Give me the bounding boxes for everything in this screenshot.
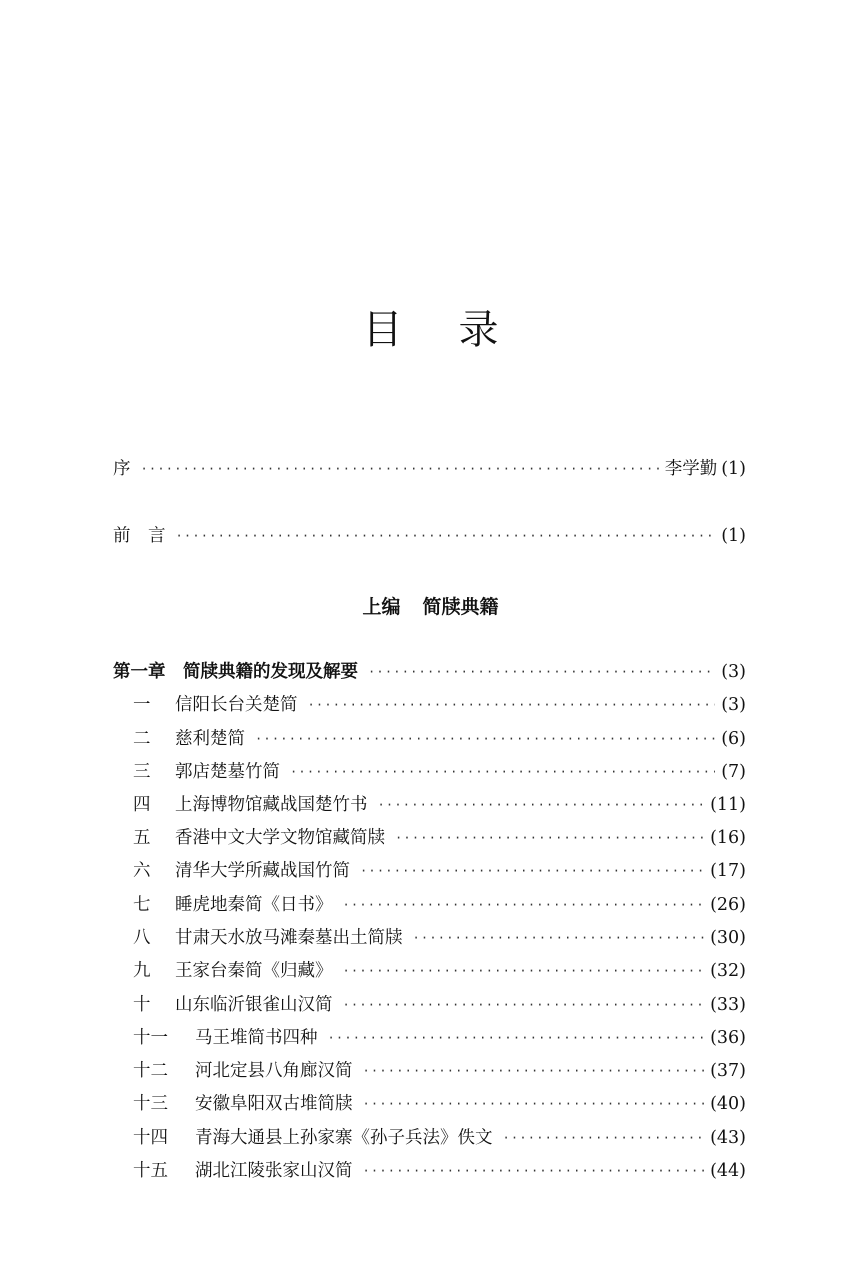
item-title: 马王堆简书四种	[195, 1028, 318, 1048]
entry-page: (37)	[710, 1061, 746, 1081]
toc-entry-item[interactable]	[133, 893, 746, 917]
toc-entry-item[interactable]	[133, 793, 746, 817]
item-title: 香港中文大学文物馆藏简牍	[175, 828, 385, 848]
part-heading	[0, 592, 861, 619]
dot-leader	[360, 859, 704, 883]
toc-entry-item[interactable]	[133, 926, 746, 950]
item-title: 郭店楚墓竹简	[175, 762, 280, 782]
page-title: 目录	[362, 307, 555, 353]
item-number: 五	[133, 828, 151, 848]
item-title: 甘肃天水放马滩秦墓出土简牍	[175, 928, 403, 948]
toc-entry-item[interactable]	[133, 1092, 746, 1116]
item-number: 八	[133, 928, 151, 948]
item-title: 清华大学所藏战国竹简	[175, 861, 350, 881]
item-title: 信阳长台关楚简	[175, 695, 298, 715]
dot-leader	[308, 693, 716, 717]
entry-page: (17)	[710, 861, 746, 881]
entry-page: (3)	[721, 695, 746, 715]
toc-entry-item[interactable]	[133, 693, 746, 717]
entry-page: (3)	[721, 662, 746, 682]
dot-leader	[368, 660, 715, 684]
toc-entry-item[interactable]	[133, 1026, 746, 1050]
item-title: 睡虎地秦简《日书》	[175, 895, 333, 915]
item-title: 青海大通县上孙家寨《孙子兵法》佚文	[195, 1128, 493, 1148]
entry-page: (44)	[710, 1161, 746, 1181]
toc-entry-preface[interactable]	[113, 457, 746, 481]
item-number: 十一	[133, 1028, 168, 1048]
entry-page: (40)	[710, 1094, 746, 1114]
dot-leader	[290, 760, 715, 784]
item-title: 山东临沂银雀山汉简	[175, 995, 333, 1015]
toc-entry-item[interactable]	[133, 727, 746, 751]
item-number: 四	[133, 795, 151, 815]
item-number: 十四	[133, 1128, 168, 1148]
toc-entry-item[interactable]	[133, 1126, 746, 1150]
entry-page: (6)	[721, 729, 746, 749]
toc-entry-item[interactable]	[133, 760, 746, 784]
toc-entry-item[interactable]	[133, 993, 746, 1017]
dot-leader	[255, 727, 715, 751]
toc-entry-foreword[interactable]	[113, 524, 746, 548]
dot-leader	[363, 1092, 705, 1116]
toc-entry-item[interactable]	[133, 1059, 746, 1083]
entry-label: 前 言	[113, 526, 166, 546]
entry-page: (1)	[721, 459, 746, 479]
entry-page: (11)	[710, 795, 746, 815]
entry-page: (16)	[710, 828, 746, 848]
dot-leader	[328, 1026, 705, 1050]
item-title: 上海博物馆藏战国楚竹书	[175, 795, 368, 815]
item-title: 王家台秦简《归藏》	[175, 961, 333, 981]
toc-entry-item[interactable]	[133, 826, 746, 850]
entry-page: (32)	[710, 961, 746, 981]
item-title: 慈利楚简	[175, 729, 245, 749]
item-number: 七	[133, 895, 151, 915]
item-number: 二	[133, 729, 151, 749]
entry-label: 序	[113, 459, 131, 479]
toc-entry-item[interactable]	[133, 859, 746, 883]
toc-entry-item[interactable]	[133, 959, 746, 983]
entry-page: (43)	[710, 1128, 746, 1148]
item-title: 河北定县八角廊汉简	[195, 1061, 353, 1081]
dot-leader	[343, 959, 705, 983]
dot-leader	[363, 1059, 705, 1083]
dot-leader	[141, 457, 659, 481]
entry-page: (1)	[721, 526, 746, 546]
entry-page: (36)	[710, 1028, 746, 1048]
entry-page: (30)	[710, 928, 746, 948]
dot-leader	[363, 1159, 705, 1183]
dot-leader	[343, 893, 705, 917]
toc-entry-item[interactable]	[133, 1159, 746, 1183]
item-title: 安徽阜阳双古堆简牍	[195, 1094, 353, 1114]
item-number: 六	[133, 861, 151, 881]
entry-page: (33)	[710, 995, 746, 1015]
dot-leader	[176, 524, 716, 548]
part-name: 上编	[362, 596, 401, 618]
entry-author: 李学勤	[664, 459, 718, 479]
entry-page: (26)	[710, 895, 746, 915]
dot-leader	[343, 993, 705, 1017]
entry-page: (7)	[721, 762, 746, 782]
item-number: 十	[133, 995, 151, 1015]
dot-leader	[413, 926, 705, 950]
toc-entry-chapter-1[interactable]	[113, 660, 746, 684]
item-number: 九	[133, 961, 151, 981]
dot-leader	[503, 1126, 705, 1150]
item-number: 一	[133, 695, 151, 715]
part-title: 简牍典籍	[422, 596, 499, 618]
item-number: 十五	[133, 1161, 168, 1181]
item-number: 十三	[133, 1094, 168, 1114]
item-title: 湖北江陵张家山汉简	[195, 1161, 353, 1181]
dot-leader	[395, 826, 704, 850]
dot-leader	[378, 793, 705, 817]
item-number: 三	[133, 762, 151, 782]
item-number: 十二	[133, 1061, 168, 1081]
chapter-label: 第一章 简牍典籍的发现及解要	[113, 662, 358, 682]
